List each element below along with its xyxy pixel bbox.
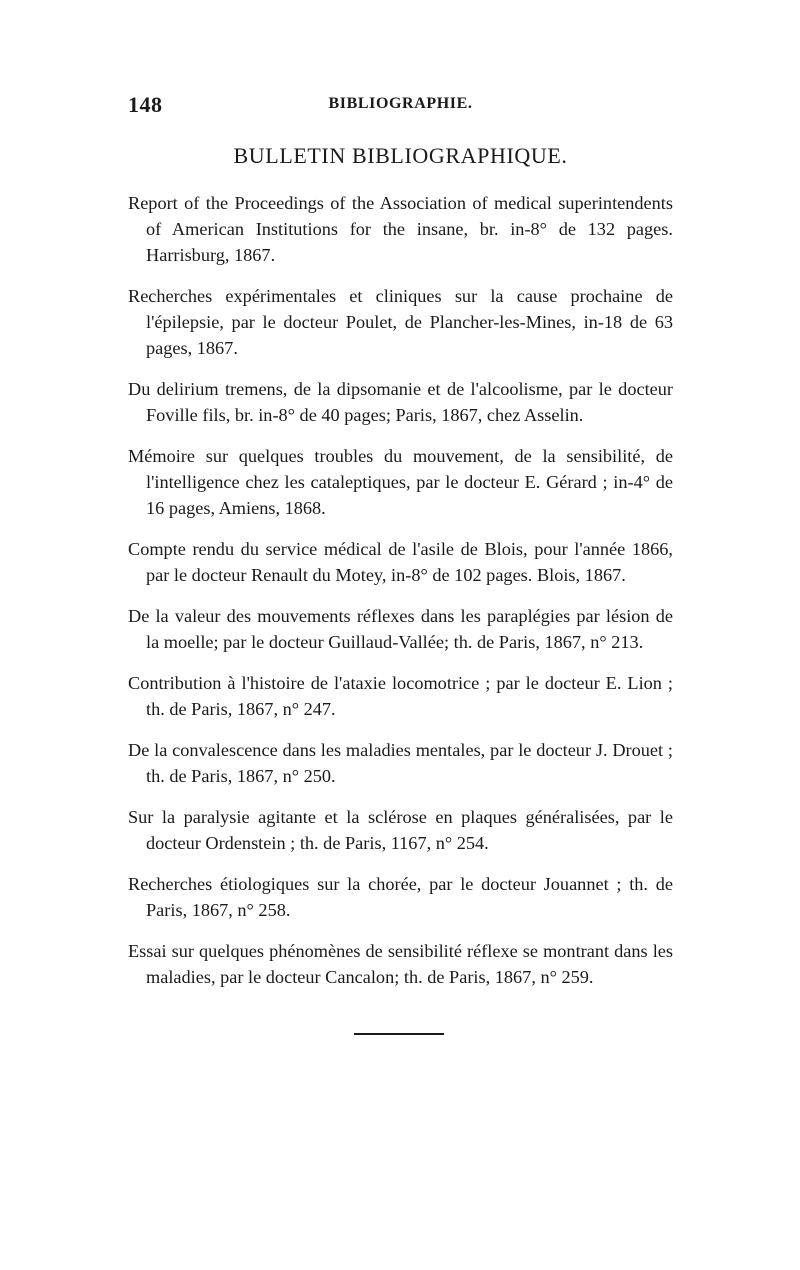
bibliography-entry: De la valeur des mouvements réflexes dans les paraplégies par lésion de la moelle; par le docteur Guillaud-Vallée; th. de Paris, 1867, n° 213. [128,606,673,652]
bibliography-entry: Du delirium tremens, de la dipsomanie et de l'alcoolisme, par le docteur Foville fils, br. in-8° de 40 pages; Paris, 1867, chez Asselin. [128,379,673,425]
running-title: BIBLIOGRAPHIE. [328,95,473,112]
bibliography-entry: Contribution à l'histoire de l'ataxie locomotrice ; par le docteur E. Lion ; th. de Paris, 1867, n° 247. [128,673,673,719]
section-end-rule [354,1033,444,1035]
bibliography-entry: De la convalescence dans les maladies mentales, par le docteur J. Drouet ; th. de Paris, 1867, n° 250. [128,740,673,786]
section-title: BULLETIN BIBLIOGRAPHIQUE. [233,143,568,168]
bibliography-entry: Essai sur quelques phénomènes de sensibilité réflexe se montrant dans les maladies, par le docteur Cancalon; th. de Paris, 1867, n° 259. [128,941,673,987]
bibliography-list [128,190,673,1005]
bibliography-entry: Recherches expérimentales et cliniques sur la cause prochaine de l'épilepsie, par le docteur Poulet, de Plancher-les-Mines, in-18 de 63 pages, 1867. [128,286,673,358]
page-number: 148 [128,92,163,117]
running-head [128,92,673,122]
bibliography-entry: Recherches étiologiques sur la chorée, par le docteur Jouannet ; th. de Paris, 1867, n° 258. [128,874,673,920]
bibliography-entry: Sur la paralysie agitante et la sclérose en plaques généralisées, par le docteur Ordenstein ; th. de Paris, 1167, n° 254. [128,807,673,853]
bibliography-entry: Report of the Proceedings of the Association of medical superintendents of American Institutions for the insane, br. in-8° de 132 pages. Harrisburg, 1867. [128,193,673,265]
bibliography-entry: Mémoire sur quelques troubles du mouvement, de la sensibilité, de l'intelligence chez les cataleptiques, par le docteur E. Gérard ; in-4° de 16 pages, Amiens, 1868. [128,446,673,518]
bibliography-entry: Compte rendu du service médical de l'asile de Blois, pour l'année 1866, par le docteur Renault du Motey, in-8° de 102 pages. Blois, 1867. [128,539,673,585]
